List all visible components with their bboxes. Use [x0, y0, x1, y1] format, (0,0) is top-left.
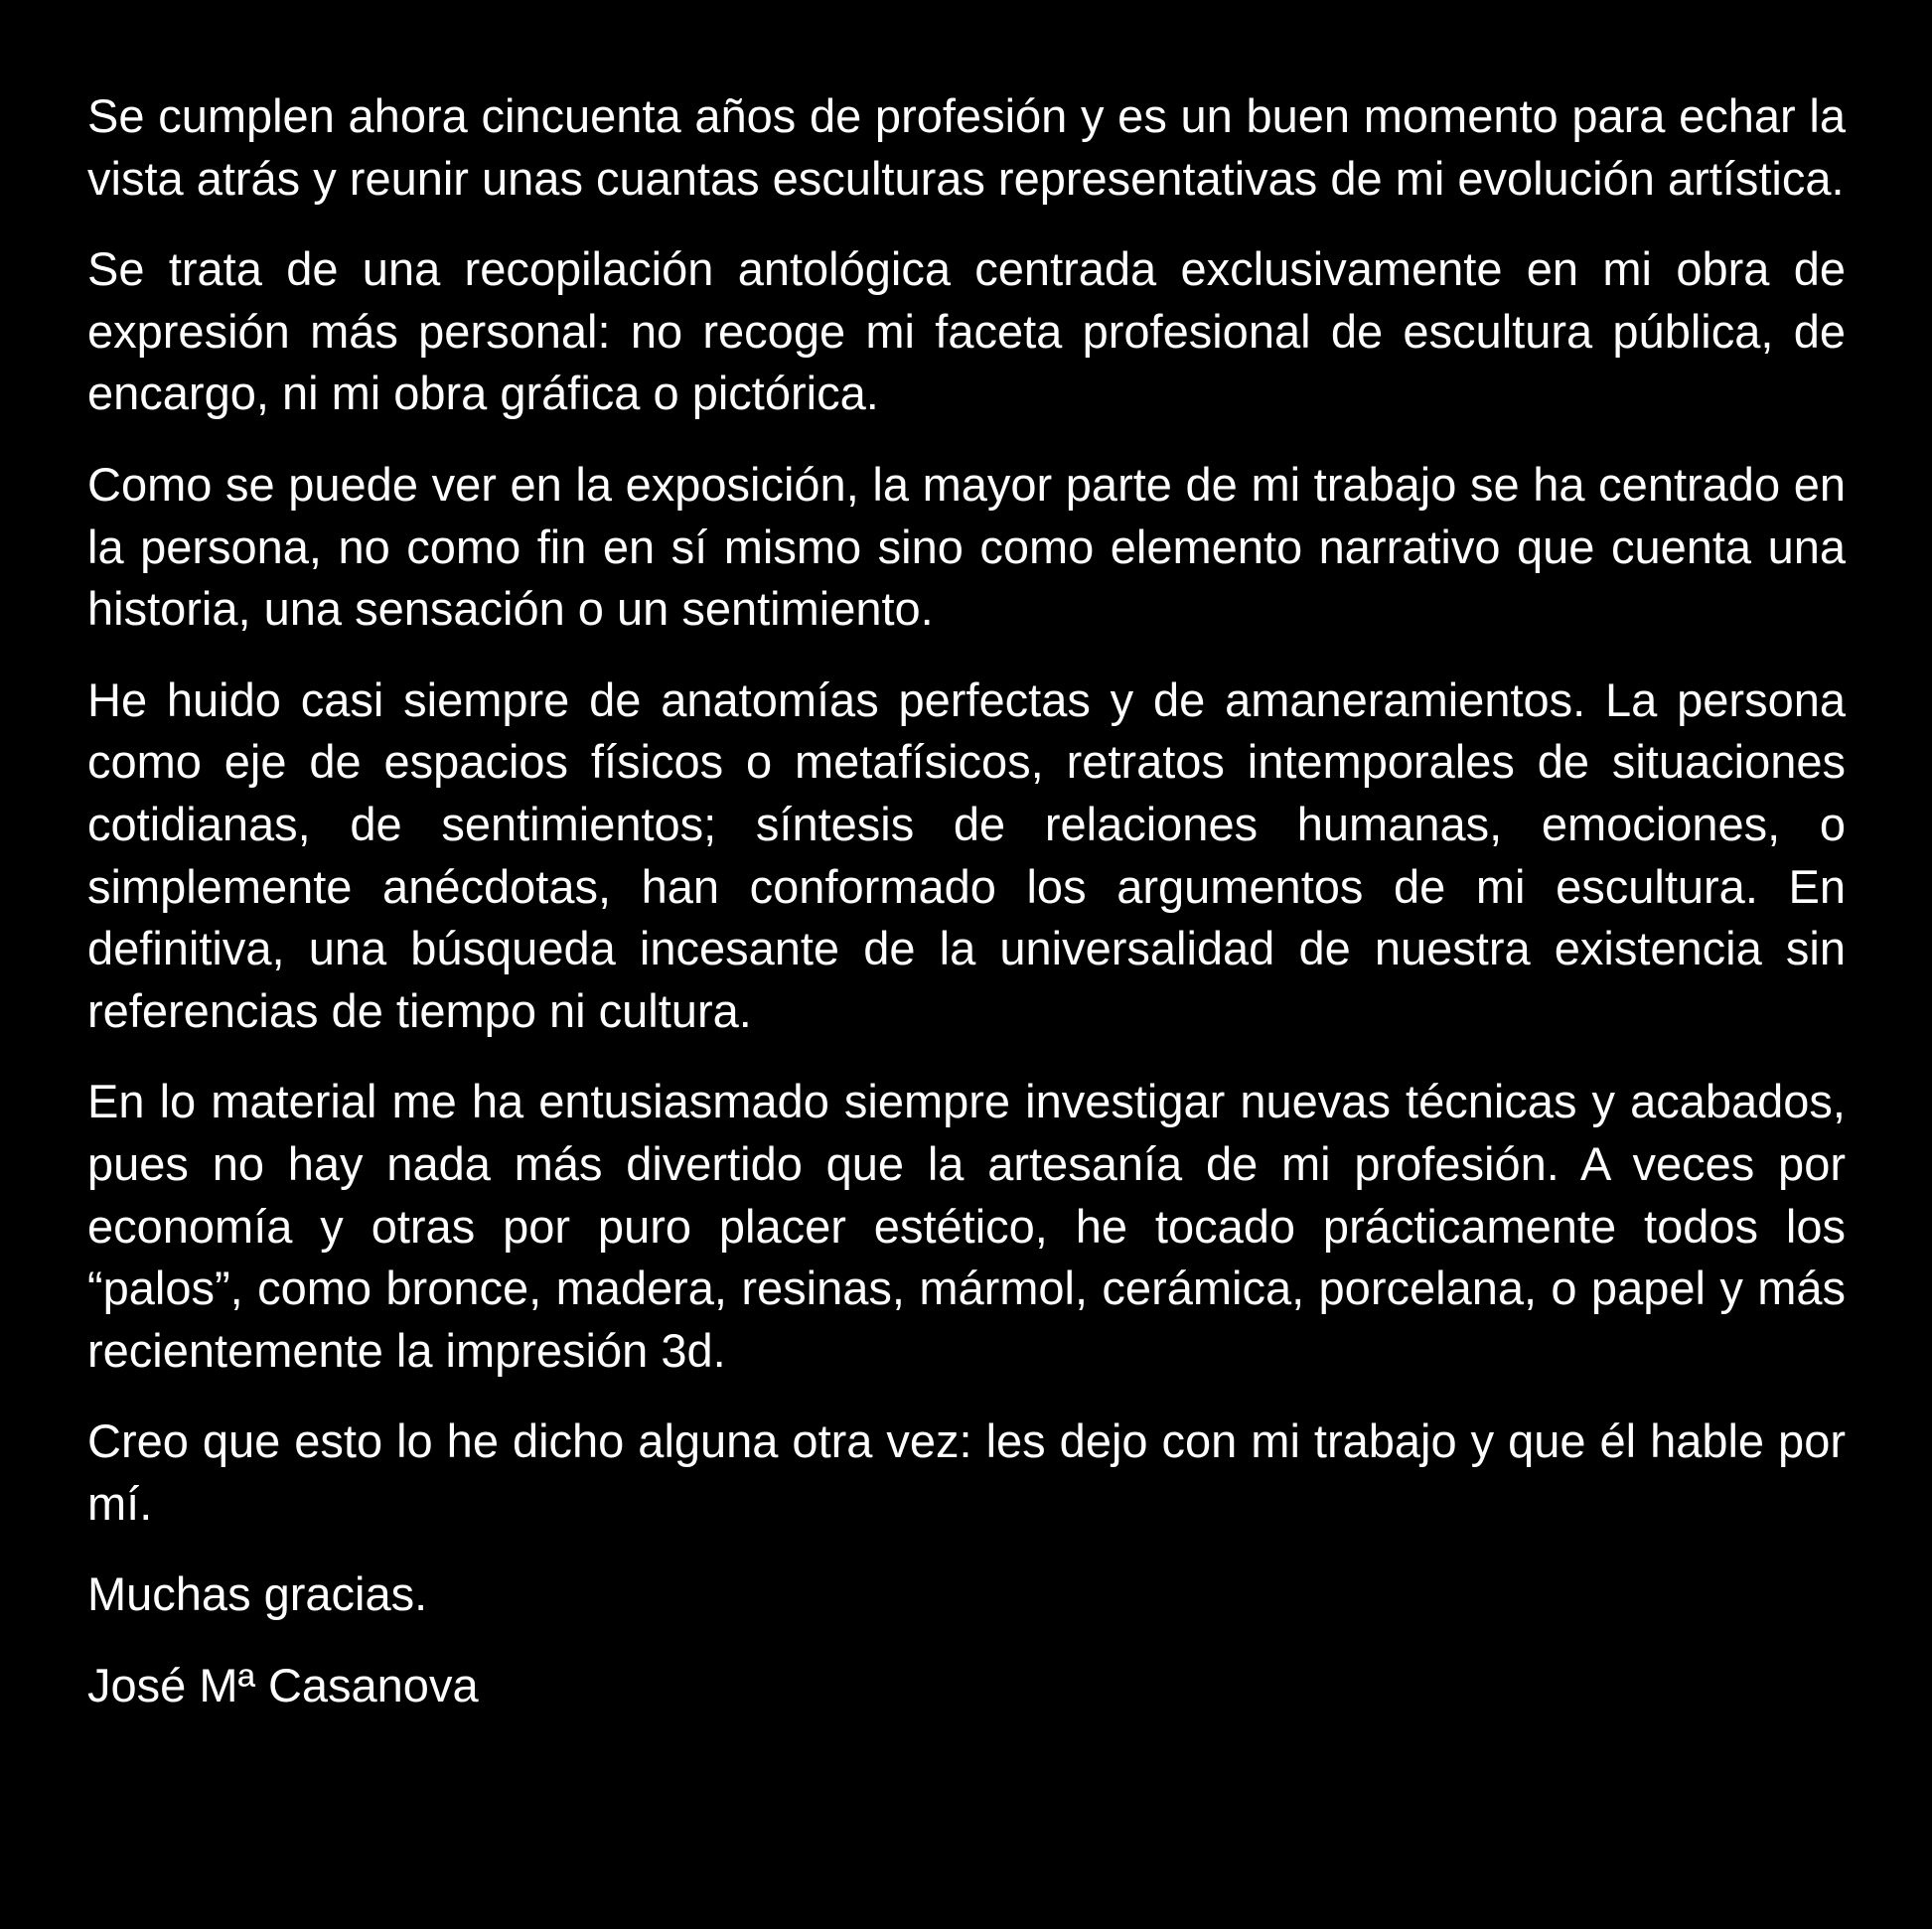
- paragraph-anthology: Se trata de una recopilación antológica centrada exclusivamente en mi obra de expresión más personal: no recoge mi faceta profesional de escultura pública, de encargo, ni mi obra gráfica o pictórica.: [87, 242, 1846, 420]
- paragraph-closing: Creo que esto lo he dicho alguna otra vez: les dejo con mi trabajo y que él hable por mí.: [87, 1414, 1846, 1530]
- paragraph-anniversary: Se cumplen ahora cincuenta años de profesión y es un buen momento para echar la vista atrás y reunir unas cuantas esculturas representativas de mi evolución artística.: [87, 89, 1846, 205]
- signature: José Mª Casanova: [87, 1659, 479, 1712]
- paragraph-thanks: Muchas gracias.: [87, 1567, 428, 1621]
- letter-body: [87, 85, 1846, 1746]
- paragraph-person-focus: Como se puede ver en la exposición, la mayor parte de mi trabajo se ha centrado en la persona, no como fin en sí mismo sino como elemento narrativo que cuenta una historia, una sensación o un sentimiento.: [87, 457, 1846, 636]
- paragraph-themes: He huido casi siempre de anatomías perfectas y de amaneramientos. La persona como eje de espacios físicos o metafísicos, retratos intemporales de situaciones cotidianas, de sentimientos; síntesis de relaciones humanas, emociones, o simplemente anécdotas, han conformado los argumentos de mi escultura. En definitiva, una búsqueda incesante de la universalidad de nuestra existencia sin referencias de tiempo ni cultura.: [87, 672, 1846, 1037]
- paragraph-materials: En lo material me ha entusiasmado siempre investigar nuevas técnicas y acabados, pues no hay nada más divertido que la artesanía de mi profesión. A veces por economía y otras por puro placer estético, he tocado prácticamente todos los “palos”, como bronce, madera, resinas, mármol, cerámica, porcelana, o papel y más recientemente la impresión 3d.: [87, 1075, 1846, 1377]
